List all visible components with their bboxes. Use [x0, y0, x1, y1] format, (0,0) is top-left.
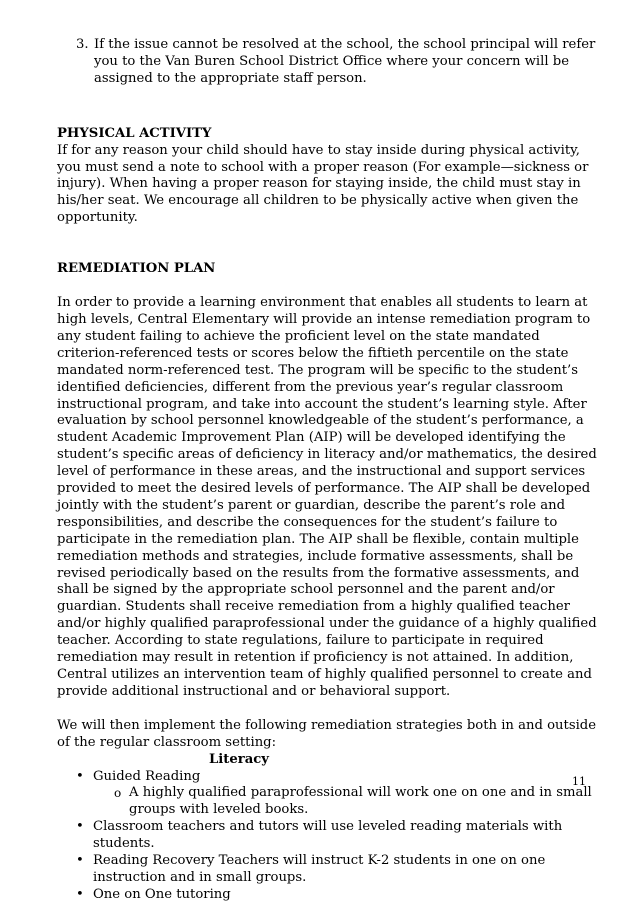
- list-item: [57, 819, 597, 853]
- strategies-list: [57, 769, 597, 904]
- page-number: 11: [572, 775, 586, 788]
- list-item: [57, 887, 597, 904]
- bullet-icon: •: [76, 853, 84, 869]
- list-item-text: If the issue cannot be resolved at the school, the school principal will refer you to the Van Buren School District Office where your concern will be assigned to the appropriate staff person.: [94, 37, 596, 86]
- bullet-text: Guided Reading: [93, 768, 201, 784]
- sub-bullet-text: A highly qualified paraprofessional will work one on one and in small groups with leveled books.: [129, 785, 592, 818]
- list-item: [57, 853, 597, 887]
- literacy-heading: Literacy: [209, 751, 269, 767]
- numbered-list-item: [57, 37, 597, 88]
- section-heading-physical-activity: PHYSICAL ACTIVITY: [57, 125, 212, 141]
- bullet-text: Reading Recovery Teachers will instruct K-2 students in one on one instruction and in small groups.: [93, 853, 546, 885]
- remediation-paragraph: In order to provide a learning environment that enables all students to learn at high levels, Central Elementary will provide an intense remediation program to any student failing to achieve the proficient level on the state mandated criterion-referenced tests or scores below the fiftieth percentile on the state mandated norm-referenced test. The program will be specific to the student’s identified deficiencies, different from the previous year’s regular classroom instructional program, and take into account the student’s learning style. After evaluation by school personnel knowledgeable of the student’s performance, a student Academic Improvement Plan (AIP) will be developed identifying the student’s specific areas of deficiency in literacy and/or mathematics, the desired level of performance in these areas, and the instructional and support services provided to meet the desired levels of performance. The AIP shall be developed jointly with the student’s parent or guardian, describe the parent’s role and responsibilities, and describe the consequences for the student’s failure to participate in the remediation plan. The AIP shall be flexible, contain multiple remediation methods and strategies, include formative assessments, shall be revised periodically based on the results from the formative assessments, and shall be signed by the appropriate school personnel and the parent and/or guardian. Students shall receive remediation from a highly qualified teacher and/or highly qualified paraprofessional under the guidance of a highly qualified teacher. According to state regulations, failure to participate in required remediation may result in retention if proficiency is not attained. In addition, Central utilizes an intervention team of highly qualified personnel to create and provide additional instructional and or behavioral support.: [57, 295, 597, 699]
- bullet-icon: •: [76, 768, 84, 784]
- document-page: [57, 37, 597, 904]
- physical-activity-paragraph: If for any reason your child should have to stay inside during physical activity, you must send a note to school with a proper reason (For example—sickness or injury). When having a proper reason for staying inside, the child must stay in his/her seat. We encourage all children to be physically active when given the opportunity.: [57, 142, 589, 226]
- bullet-text: Classroom teachers and tutors will use leveled reading materials with students.: [93, 819, 563, 852]
- sub-list-item: [57, 785, 597, 819]
- bullet-icon: •: [76, 819, 84, 835]
- strategies-intro: We will then implement the following remediation strategies both in and outside of the regular classroom setting:: [57, 717, 597, 750]
- list-item: [57, 769, 597, 786]
- sub-bullet-icon: o: [114, 786, 122, 801]
- bullet-icon: •: [76, 886, 84, 902]
- list-number: 3.: [76, 37, 89, 52]
- section-heading-remediation-plan: REMEDIATION PLAN: [57, 261, 216, 277]
- bullet-text: One on One tutoring: [93, 886, 231, 902]
